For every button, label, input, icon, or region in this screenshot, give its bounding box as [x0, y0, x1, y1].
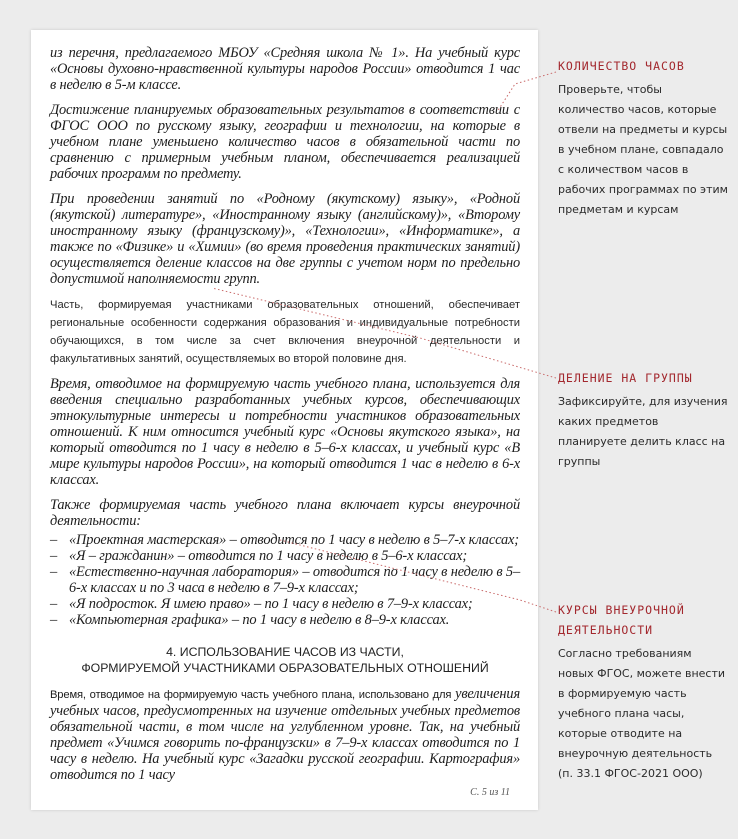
document-page: [31, 30, 538, 810]
list-dash: –: [50, 612, 58, 628]
note-courses: [558, 600, 730, 784]
note-title: КОЛИЧЕСТВО ЧАСОВ: [558, 59, 685, 73]
list-item: [50, 548, 520, 564]
note-title: ДЕЛЕНИЕ НА ГРУППЫ: [558, 371, 693, 385]
list-dash: –: [50, 548, 58, 564]
list-item-text: «Я подросток. Я имею право» – по 1 часу в неделю в 7–9-х классах;: [69, 596, 473, 612]
paragraph-4: Часть, формируемая участниками образовательных отношений, обеспечивает региональные особенности содержания образования и индивидуальные потребности обучающихся, в том числе за счет включения внеурочной деятельности и факультативных занятий, осуществляемых во второй половине дня.: [50, 299, 520, 365]
list-item: [50, 612, 520, 628]
note-body: Проверьте, чтобы количество часов, которые отвели на предметы и курсы в учебном плане, совпадало с количеством часов в рабочих программах по этим предметам и курсам: [558, 83, 728, 216]
list-item-text: «Я – гражданин» – отводится по 1 часу в неделю в 5–6-х классах;: [69, 548, 467, 564]
paragraph-2: Достижение планируемых образовательных результатов в соответствии с ФГОС ООО по русскому языку, географии и технологии, на которые в учебном плане уменьшено количество часов в обязательной части по сравнению с примерным учебным планом, обеспечивается реализацией рабочих программ по предмету.: [50, 102, 520, 182]
paragraph-6: Также формируемая часть учебного плана включает курсы внеурочной деятельности:: [50, 497, 520, 529]
list-dash: –: [50, 532, 58, 548]
section-heading: [50, 644, 520, 676]
paragraph-7-italic: увеличения учебных часов, предусмотренных на изучение отдельных учебных предметов обязательной части, в том числе на углубленном уровне. Так, на учебный предмет «Учимся говорить по-французски» в 7–9-х классах отводится по 1 часу в неделю. На учебный курс «Загадки русской географии. Картография» отводится по 1 часу: [50, 686, 520, 783]
note-body: Зафиксируйте, для изучения каких предметов планируете делить класс на группы: [558, 395, 728, 468]
note-groups: [558, 368, 730, 472]
document-content: [50, 45, 520, 783]
page-number: С. 5 из 11: [470, 787, 510, 798]
list-dash: –: [50, 596, 58, 612]
note-title: КУРСЫ ВНЕУРОЧНОЙ ДЕЯТЕЛЬНОСТИ: [558, 603, 685, 637]
list-item-text: «Компьютерная графика» – по 1 часу в неделю в 8–9-х классах.: [69, 612, 450, 628]
section-heading-line-2: ФОРМИРУЕМОЙ УЧАСТНИКАМИ ОБРАЗОВАТЕЛЬНЫХ ОТНОШЕНИЙ: [81, 661, 489, 675]
list-item-text: «Естественно-научная лаборатория» – отводится по 1 часу в неделю в 5–6-х классах и по 3 часа в неделю в 7–9-х классах;: [69, 564, 520, 596]
list-item-text: «Проектная мастерская» – отводится по 1 часу в неделю в 5–7-х классах;: [69, 532, 519, 548]
paragraph-3: При проведении занятий по «Родному (якутскому) языку», «Родной (якутской) литературе», «Иностранному языку (английскому)», «Второму иностранному языку (французскому)», «Технологии», «Информатике», а также по «Физике» и «Химии» (во время проведения практических занятий) осуществляется деление классов на две группы с учетом норм по предельно допустимой наполняемости групп.: [50, 191, 520, 287]
paragraph-5: Время, отводимое на формируемую часть учебного плана, используется для введения специально разработанных учебных курсов, обеспечивающих этнокультурные интересы и потребности участников образовательных отношений. К ним относится учебный курс «Основы якутского языка», на который отводится по 1 часу в неделю в 5–6-х классах, и учебный курс «В мире культуры народов России», на который отводится 1 час в неделю в 6-х классах.: [50, 376, 520, 488]
extracurricular-list: [50, 532, 520, 628]
note-hours: [558, 56, 730, 220]
list-dash: –: [50, 564, 58, 580]
paragraph-7: [50, 686, 520, 783]
list-item: [50, 532, 520, 548]
note-body: Согласно требованиям новых ФГОС, можете внести в формируемую часть учебного плана часы, которые отводите на внеурочную деятельность (п. 33.1 ФГОС-2021 ООО): [558, 647, 726, 780]
list-item: [50, 596, 520, 612]
section-heading-line-1: 4. ИСПОЛЬЗОВАНИЕ ЧАСОВ ИЗ ЧАСТИ,: [166, 645, 404, 659]
paragraph-7-sans: Время, отводимое на формируемую часть учебного плана, использовано для: [50, 689, 456, 701]
paragraph-1: из перечня, предлагаемого МБОУ «Средняя школа № 1». На учебный курс «Основы духовно-нравственной культуры народов России» отводится 1 час в неделю в 5-м классе.: [50, 45, 520, 93]
list-item: [50, 564, 520, 596]
